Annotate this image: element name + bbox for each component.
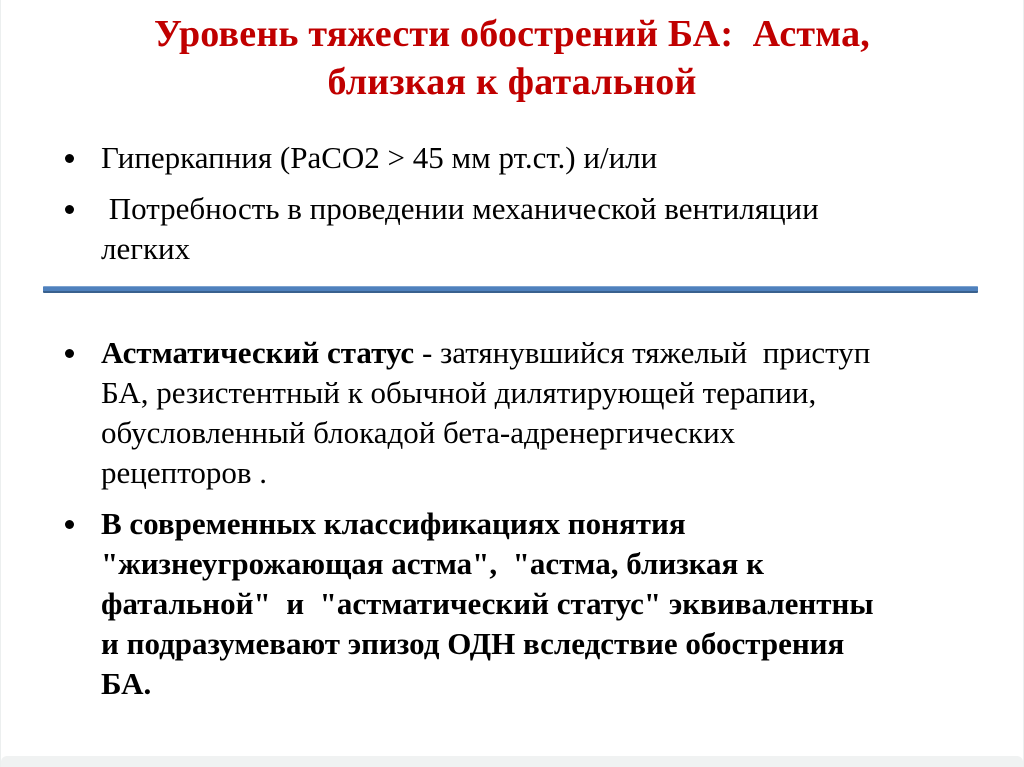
bullet-item (65, 189, 883, 269)
bullet-dot-icon (65, 138, 101, 163)
bullet-item (65, 333, 883, 493)
bullet-list-criteria (65, 138, 883, 269)
slide-title-line-1: Уровень тяжести обострений БА: Астма, (153, 13, 871, 55)
slide-title (1, 10, 1023, 106)
slide-title-line-2: близкая к фатальной (327, 61, 697, 103)
bullet-text-run: Гиперкапния (РаСО2 > 45 мм рт.ст.) и/или (101, 140, 658, 175)
slide-bottom-edge (1, 756, 1023, 767)
bullet-list-definitions (65, 333, 883, 704)
bullet-text (101, 504, 883, 704)
bullet-text-bold-run: В современных классификациях понятия "жизнеугрожающая астма", "астма, близкая к фатальной" и "астматический статус" эквивалентны и подразумевают эпизод ОДН вследствие обострения БА. (101, 506, 882, 701)
bullet-text-bold-run: Астматический статус (101, 335, 415, 370)
bullet-item (65, 138, 883, 178)
horizontal-divider (43, 286, 978, 293)
bullet-text (101, 138, 883, 178)
bullet-text (101, 333, 883, 493)
bullet-item (65, 504, 883, 704)
bullet-text-run: Потребность в проведении механической вентиляции легких (101, 191, 827, 266)
bullet-text (101, 189, 883, 269)
bullet-dot-icon (65, 504, 101, 529)
bullet-text-run: - затянувшийся тяжелый приступ БА, резистентный к обычной дилятирующей терапии, обусловленный блокадой бета-адренергических рецепторов . (101, 335, 879, 490)
bullet-dot-icon (65, 189, 101, 214)
bullet-dot-icon (65, 333, 101, 358)
